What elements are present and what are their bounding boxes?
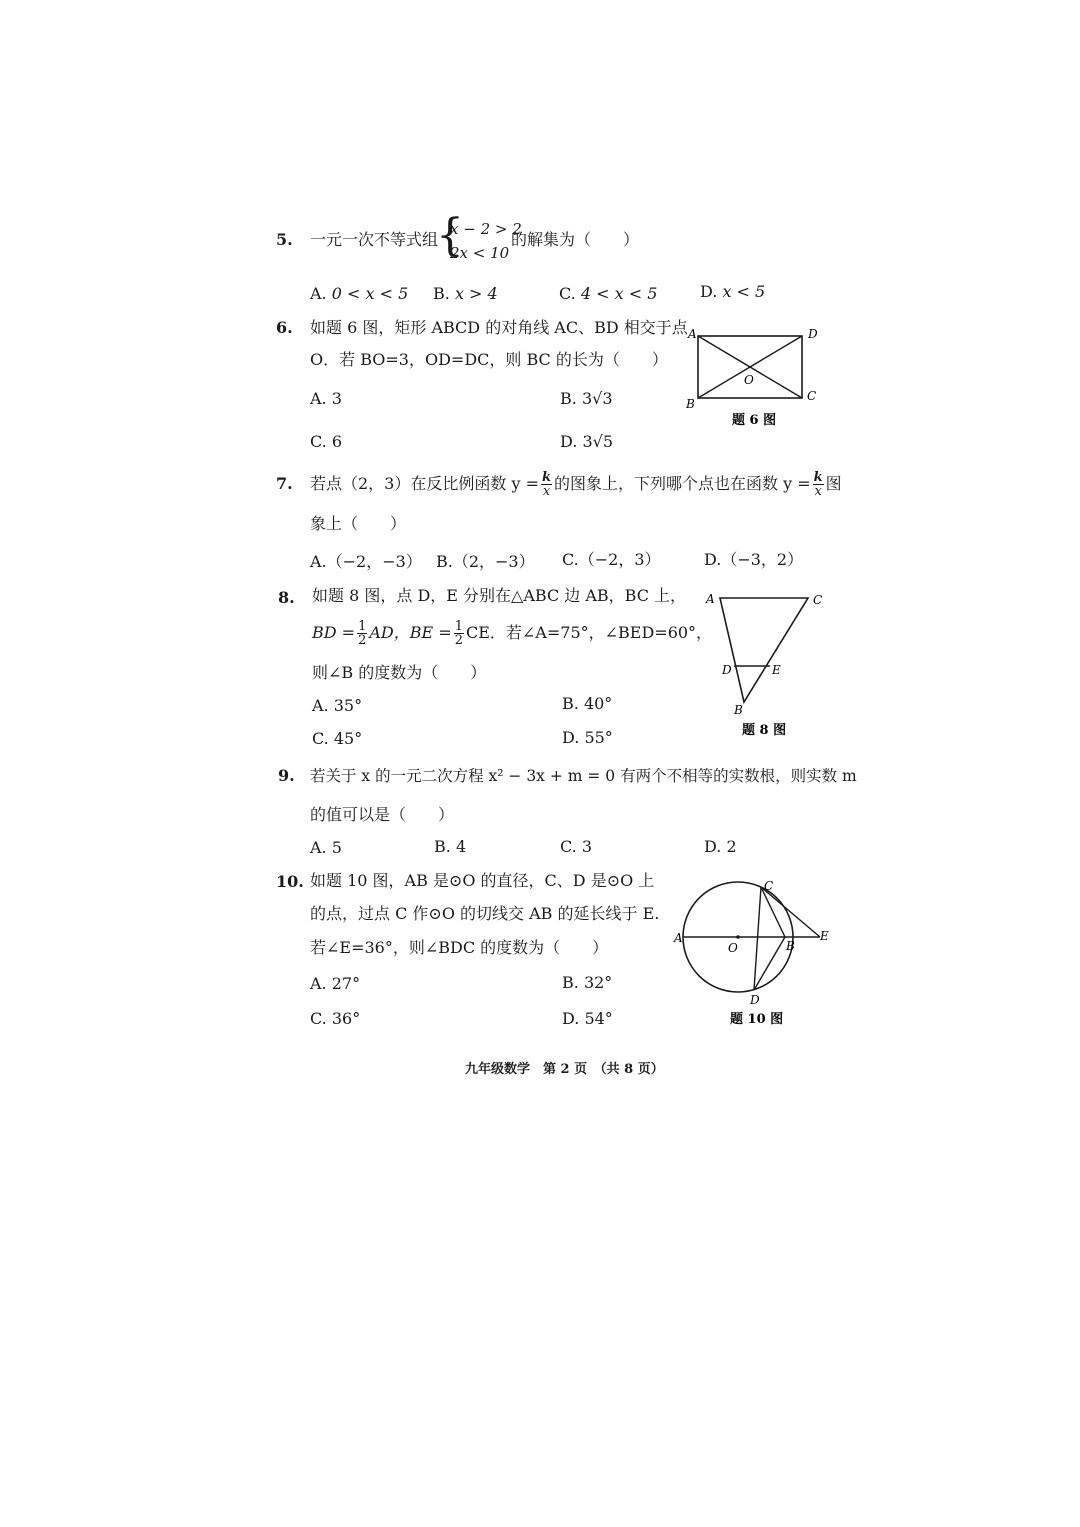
denominator: x: [814, 483, 822, 499]
option-d: [704, 837, 737, 857]
option-d: [560, 432, 613, 452]
label-e: E: [772, 663, 781, 677]
figure-caption: 题 10 图: [730, 1012, 784, 1027]
fraction-k-over-x: [541, 471, 552, 498]
stem-part: BD =: [312, 623, 356, 642]
option-key: C.: [312, 729, 329, 748]
label-o: O: [728, 941, 738, 955]
question-line: 如题 10 图，AB 是⊙O 的直径，C、D 是⊙O 上: [310, 871, 655, 890]
option-a: [310, 552, 422, 572]
option-text: （−3，2）: [721, 550, 804, 569]
system-brace: {: [436, 210, 464, 261]
option-b: [433, 284, 498, 304]
label-a: A: [688, 327, 697, 341]
option-c: [559, 284, 657, 304]
option-key: D.: [562, 1009, 580, 1028]
numerator: k: [541, 469, 551, 485]
option-a: [312, 696, 362, 716]
label-b: B: [734, 703, 743, 717]
option-key: D.: [560, 432, 578, 451]
option-text: 6: [331, 432, 343, 451]
option-key: D.: [562, 728, 580, 747]
option-d: [562, 728, 613, 748]
stem-part: CE．若∠A=75°，∠BED=60°，: [465, 623, 713, 642]
option-key: B.: [433, 284, 450, 303]
option-text: 3: [331, 389, 342, 408]
fraction-one-half: [454, 620, 464, 647]
option-a: [310, 974, 360, 994]
option-key: A.: [312, 696, 329, 715]
option-key: C.: [560, 837, 577, 856]
question-number: 6.: [276, 318, 293, 337]
option-text: 27°: [331, 974, 361, 993]
option-d: [700, 282, 765, 302]
option-d: [562, 1009, 613, 1029]
question-line: 则∠B 的度数为（ ）: [312, 663, 487, 682]
option-key: B.: [560, 389, 577, 408]
option-c: [310, 1009, 360, 1029]
page-footer: 九年级数学 第 2 页 （共 8 页）: [465, 1062, 664, 1077]
inequality-1: x − 2 > 2: [450, 220, 522, 238]
option-c: [560, 837, 592, 857]
option-key: D.: [704, 837, 722, 856]
question-line: 如题 6 图，矩形 ABCD 的对角线 AC、BD 相交于点: [310, 318, 688, 337]
option-text: 0 < x < 5: [331, 284, 409, 303]
question-line: 象上（ ）: [310, 514, 407, 533]
option-text: （2，−3）: [452, 552, 535, 571]
option-text: 3√3: [581, 389, 613, 408]
question-line: 若关于 x 的一元二次方程 x² − 3x + m = 0 有两个不相等的实数根，则实数 m: [310, 767, 857, 785]
option-key: B.: [562, 973, 579, 992]
question-number: 9.: [278, 766, 295, 785]
label-d: D: [750, 993, 760, 1007]
label-a: A: [706, 592, 715, 606]
question-stem-end: 的解集为（ ）: [511, 230, 640, 249]
option-text: 36°: [331, 1009, 361, 1028]
option-text: （−2，−3）: [326, 552, 422, 571]
option-text: 55°: [584, 728, 613, 747]
option-key: A.: [310, 552, 327, 571]
question-line: 的值可以是（ ）: [310, 805, 455, 824]
option-text: 3√5: [582, 432, 613, 451]
question-line: [310, 466, 842, 502]
figure-10-circle: [672, 878, 840, 1030]
label-c: C: [813, 593, 823, 607]
denominator: x: [542, 483, 551, 499]
stem-part: 图: [825, 474, 842, 493]
numerator: k: [813, 469, 823, 485]
label-a: A: [674, 931, 683, 945]
fraction-k-over-x: [813, 471, 824, 498]
question-line: 若∠E=36°，则∠BDC 的度数为（ ）: [310, 938, 609, 957]
figure-8-triangle: [700, 586, 840, 742]
option-text: 32°: [583, 973, 613, 992]
option-a: [310, 838, 342, 858]
option-key: B.: [434, 837, 451, 856]
option-b: [436, 552, 535, 572]
stem-part: AD，BE =: [369, 623, 452, 642]
inequality-2: 2x < 10: [450, 244, 510, 262]
option-key: D.: [700, 282, 718, 301]
option-key: B.: [436, 552, 453, 571]
option-b: [434, 837, 466, 857]
stem-part: 的图象上，下列哪个点也在函数 y =: [554, 474, 811, 493]
question-number: 7.: [276, 474, 293, 493]
option-text: 35°: [333, 696, 363, 715]
option-text: 4 < x < 5: [580, 284, 658, 303]
option-key: A.: [310, 838, 327, 857]
option-d: [704, 550, 803, 570]
option-text: 45°: [333, 729, 363, 748]
option-key: C.: [310, 432, 327, 451]
option-b: [562, 694, 612, 714]
option-a: [310, 389, 342, 409]
figure-caption: 题 6 图: [732, 413, 777, 428]
question-number: 8.: [278, 588, 295, 607]
option-b: [562, 973, 612, 993]
option-text: x < 5: [722, 282, 766, 301]
label-b: B: [686, 397, 695, 411]
option-text: 54°: [584, 1009, 613, 1028]
option-key: C.: [559, 284, 576, 303]
label-d: D: [808, 327, 818, 341]
question-line: O．若 BO=3，OD=DC，则 BC 的长为（ ）: [310, 350, 668, 369]
option-key: A.: [310, 974, 327, 993]
figure-6-rectangle: [680, 322, 830, 432]
question-line: 如题 8 图，点 D，E 分别在△ABC 边 AB，BC 上，: [312, 586, 687, 605]
tangent-ce: [761, 887, 820, 937]
stem-part: 若点（2，3）在反比例函数 y =: [310, 474, 539, 493]
label-c: C: [807, 389, 817, 403]
option-key: C.: [562, 550, 579, 569]
option-c: [312, 729, 362, 749]
option-text: 4: [455, 837, 467, 856]
question-number: 10.: [276, 872, 304, 891]
center-point-o: [736, 935, 740, 939]
option-text: （−2，3）: [578, 550, 661, 569]
question-line: [312, 615, 712, 651]
fraction-one-half: [357, 620, 367, 647]
question-line: 的点，过点 C 作⊙O 的切线交 AB 的延长线于 E.: [310, 904, 660, 923]
option-text: 2: [726, 837, 737, 856]
option-text: 40°: [583, 694, 613, 713]
denominator: 2: [454, 632, 463, 648]
option-a: [310, 284, 408, 304]
question-stem: 一元一次不等式组: [310, 230, 439, 249]
label-e: E: [820, 929, 829, 943]
chord-cd: [754, 887, 761, 990]
denominator: 2: [358, 632, 367, 648]
option-key: D.: [704, 550, 722, 569]
numerator: 1: [454, 618, 463, 634]
option-c: [310, 432, 342, 452]
option-text: x > 4: [454, 284, 498, 303]
option-c: [562, 550, 661, 570]
triangle-abc: [720, 598, 808, 702]
option-key: B.: [562, 694, 579, 713]
option-key: A.: [310, 284, 327, 303]
option-key: C.: [310, 1009, 327, 1028]
option-text: 3: [581, 837, 593, 856]
label-d: D: [722, 663, 732, 677]
label-o: O: [744, 373, 754, 387]
label-c: C: [764, 879, 774, 893]
option-b: [560, 389, 613, 409]
label-b: B: [786, 939, 795, 953]
question-number: 5.: [276, 230, 293, 249]
figure-caption: 题 8 图: [742, 723, 787, 738]
option-key: A.: [310, 389, 327, 408]
option-text: 5: [331, 838, 342, 857]
numerator: 1: [358, 618, 367, 634]
